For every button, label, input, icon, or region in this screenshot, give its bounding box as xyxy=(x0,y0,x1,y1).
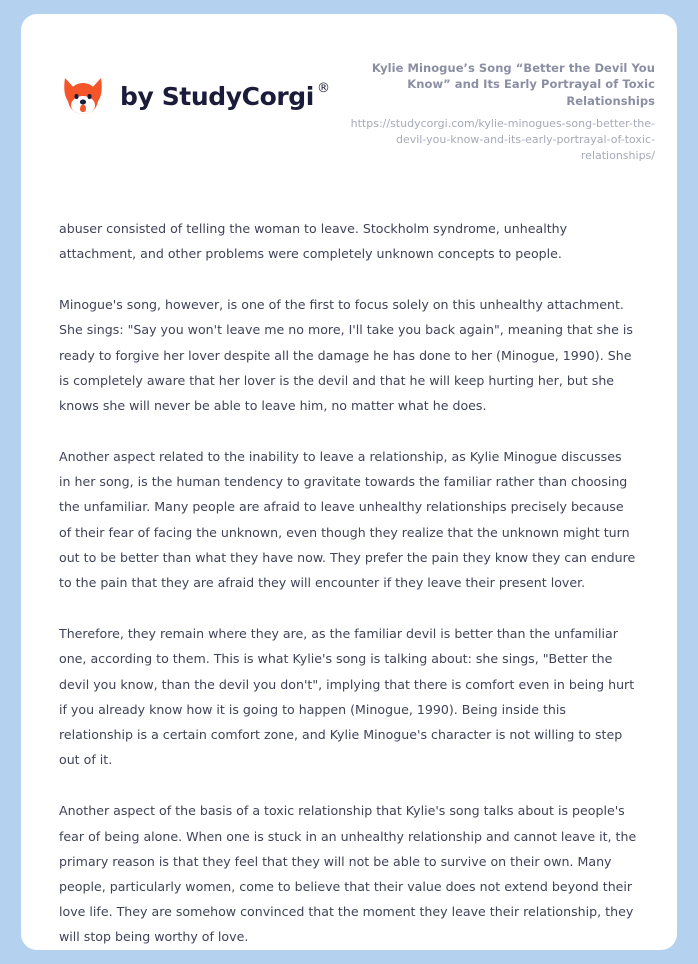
body-paragraph: Minogue's song, however, is one of the first to focus solely on this unhealthy attachment. She sings: "Say you won't leave me no more, I'll take you back again", meaning that she is ready to forgive her lover despite all the damage he has done to her (Minogue, 1990). She is completely aware that her lover is the devil and that he will keep hurting her, but she knows she will never be able to leave him, no matter what he does. xyxy=(59,297,633,413)
source-url: https://studycorgi.com/kylie-minogues-song-better-the-devil-you-know-and-its-early-portrayal-of-toxic-relationships/ xyxy=(350,116,655,162)
brand-wordmark-text: by StudyCorgi xyxy=(120,81,314,111)
brand-lockup xyxy=(59,58,330,120)
document-header xyxy=(21,14,677,164)
body-paragraph: Therefore, they remain where they are, as the familiar devil is better than the unfamiliar one, according to them. This is what Kylie's song is talking about: she sings, "Better the devil you know, than the devil you don't", implying that there is comfort even in being hurt if you already know how it is going to happen (Minogue, 1990). Being inside this relationship is a certain comfort zone, and Kylie Minogue's character is not willing to step out of it. xyxy=(59,626,635,768)
body-paragraph: Another aspect related to the inability to leave a relationship, as Kylie Minogue discusses in her song, is the human tendency to gravitate towards the familiar rather than choosing the unfamiliar. Many people are afraid to leave unhealthy relationships precisely because of their fear of facing the unknown, even though they realize that the unknown might turn out to be better than what they have now. They prefer the pain they know they can endure to the pain that they are afraid they will encounter if they leave their present lover. xyxy=(59,449,636,591)
corgi-face-icon xyxy=(59,72,107,120)
body-paragraph: Another aspect of the basis of a toxic relationship that Kylie's song talks about is people's fear of being alone. When one is stuck in an unhealthy relationship and cannot leave it, the primary reason is that they feel that they will not be able to survive on their own. Many people, particularly women, come to believe that their value does not extend beyond their love life. They are somehow convinced that the moment they leave their relationship, they will stop being worthy of love. xyxy=(59,803,637,945)
body-paragraph: abuser consisted of telling the woman to leave. Stockholm syndrome, unhealthy attachment, and other problems were completely unknown concepts to people. xyxy=(59,220,568,261)
header-meta xyxy=(330,58,655,164)
document-page xyxy=(21,14,677,950)
page-title: Kylie Minogue’s Song “Better the Devil You Know” and Its Early Portrayal of Toxic Relationships xyxy=(371,61,655,108)
brand-wordmark xyxy=(120,80,330,111)
document-body xyxy=(21,216,677,950)
registered-trademark-icon: ® xyxy=(316,80,330,96)
